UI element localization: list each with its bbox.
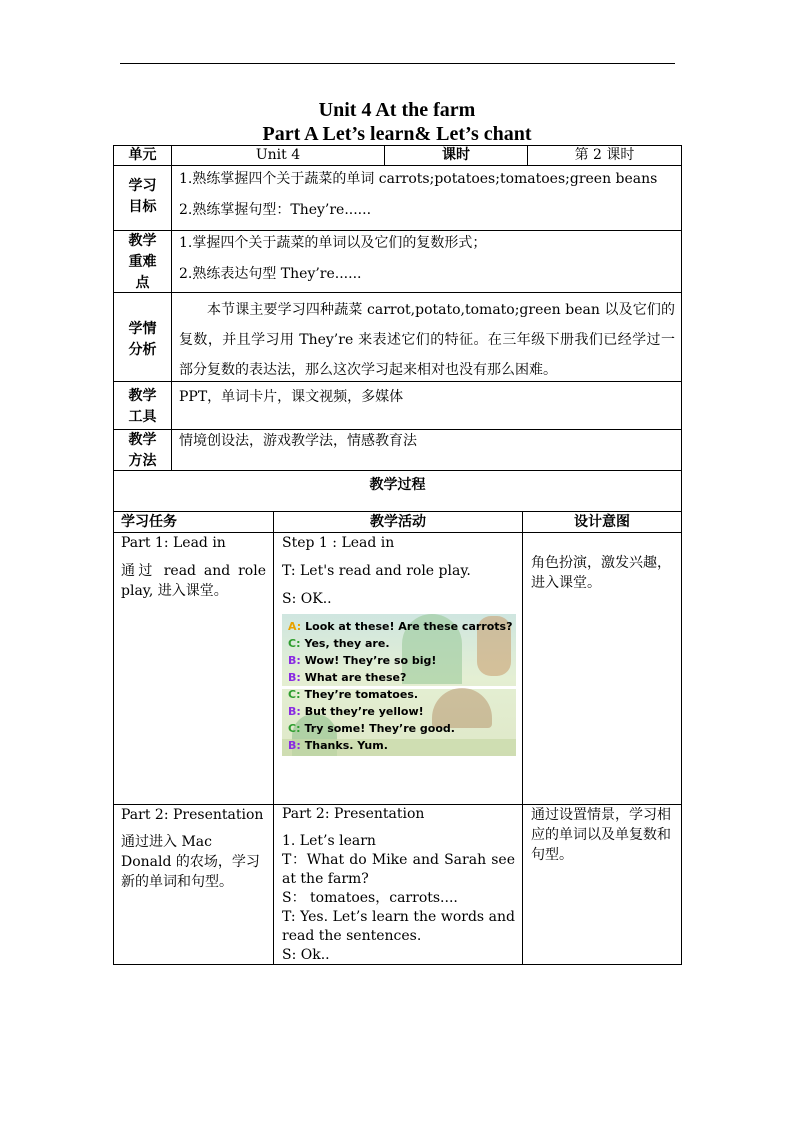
dialogue-line (288, 703, 512, 720)
part2-activity-line: T: Yes. Let’s learn the words and read the sentences. (282, 909, 515, 944)
col-intent-header: 设计意图 (522, 511, 682, 533)
col-activity-header: 教学活动 (273, 511, 523, 533)
dialogue-text: Wow! They’re so big! (304, 654, 437, 667)
part1-task-desc: 通过 read and role play, 进入课堂。 (121, 563, 266, 599)
analysis-text: 本节课主要学习四种蔬菜 carrot,potato,tomato;green bean 以及它们的复数，并且学习用 They’re 来表述它们的特征。在三年级下册我们已经学过一部分复数的表达法，那么这次学习起来相对也没有那么困难。 (179, 302, 675, 378)
part2-task-title: Part 2: Presentation (121, 807, 264, 823)
part2-intent-cell (522, 804, 682, 965)
keypoint-2: 2.熟练表达句型 They’re...... (179, 266, 362, 282)
part1-intent: 角色扮演，激发兴趣，进入课堂。 (531, 555, 671, 591)
goal-2: 2.熟练掌握句型：They’re...... (179, 202, 372, 218)
part2-activity-title: Part 2: Presentation (282, 806, 425, 822)
goals-label: 学习目标 (113, 165, 172, 231)
part2-activity-line: S: Ok.. (282, 947, 330, 963)
goal-1: 1.熟练掌握四个关于蔬菜的单词 carrots;potatoes;tomatoes;green beans (179, 171, 658, 187)
dialogue-text: Yes, they are. (304, 637, 390, 650)
dialogue-line (288, 669, 512, 686)
col-task-header: 学习任务 (113, 511, 274, 533)
speaker-label: B: (288, 705, 301, 718)
part2-intent: 通过设置情景，学习相应的单词以及单复数和句型。 (531, 807, 671, 863)
lesson-value: 第 2 课时 (527, 145, 682, 166)
dialogue-line (288, 686, 512, 703)
analysis-label: 学情分析 (113, 292, 172, 382)
part2-activity-line: 1. Let’s learn (282, 833, 376, 849)
dialogue-line (288, 635, 512, 652)
header-rule (120, 63, 675, 64)
dialogue-text: Look at these! Are these carrots? (305, 620, 513, 633)
methods-text: 情境创设法，游戏教学法，情感教育法 (171, 429, 682, 471)
part1-task-cell (113, 532, 274, 805)
part2-activity-line: T：What do Mike and Sarah see at the farm? (282, 852, 515, 887)
keypoints-label: 教学重难点 (113, 230, 172, 293)
dialogue-line (288, 737, 512, 754)
dialogue-line (288, 720, 512, 737)
dialogue-lines (288, 618, 512, 754)
speaker-label: B: (288, 739, 301, 752)
dialogue-text: But they’re yellow! (304, 705, 424, 718)
lesson-label: 课时 (384, 145, 528, 166)
speaker-label: A: (288, 620, 302, 633)
dialogue-text: Thanks. Yum. (304, 739, 388, 752)
dialogue-text: What are these? (304, 671, 407, 684)
dialogue-text: Try some! They’re good. (304, 722, 455, 735)
page-subtitle: Part A Let’s learn& Let’s chant (262, 123, 532, 145)
speaker-label: B: (288, 654, 301, 667)
tools-label: 教学工具 (113, 381, 172, 430)
speaker-label: B: (288, 671, 301, 684)
part1-intent-cell (522, 532, 682, 805)
dialogue-line (288, 652, 512, 669)
process-heading: 教学过程 (113, 470, 682, 512)
part1-activity-line: Step 1 : Lead in (282, 535, 395, 551)
dialogue-text: They’re tomatoes. (304, 688, 419, 701)
part1-task-title: Part 1: Lead in (121, 535, 226, 551)
tools-text: PPT，单词卡片，课文视频，多媒体 (171, 381, 682, 430)
keypoint-1: 1.掌握四个关于蔬菜的单词以及它们的复数形式； (179, 235, 487, 251)
speaker-label: C: (288, 688, 301, 701)
speaker-label: C: (288, 722, 301, 735)
unit-value: Unit 4 (171, 145, 385, 166)
unit-label: 单元 (113, 145, 172, 166)
part2-activity-line: S： tomatoes，carrots.... (282, 890, 458, 906)
dialogue-line (288, 618, 512, 635)
page-title: Unit 4 At the farm (318, 99, 476, 121)
part2-activity-cell (273, 804, 523, 965)
speaker-label: C: (288, 637, 301, 650)
part2-task-cell (113, 804, 274, 965)
dialogue-illustration (282, 614, 516, 756)
keypoints-cell (171, 230, 682, 293)
methods-label: 教学方法 (113, 429, 172, 471)
part2-task-desc: 通过进入 Mac Donald 的农场，学习新的单词和句型。 (121, 834, 260, 890)
goals-cell (171, 165, 682, 231)
analysis-cell (171, 292, 682, 382)
part1-activity-line: T: Let's read and role play. (282, 563, 471, 579)
part1-activity-line: S: OK.. (282, 591, 332, 607)
